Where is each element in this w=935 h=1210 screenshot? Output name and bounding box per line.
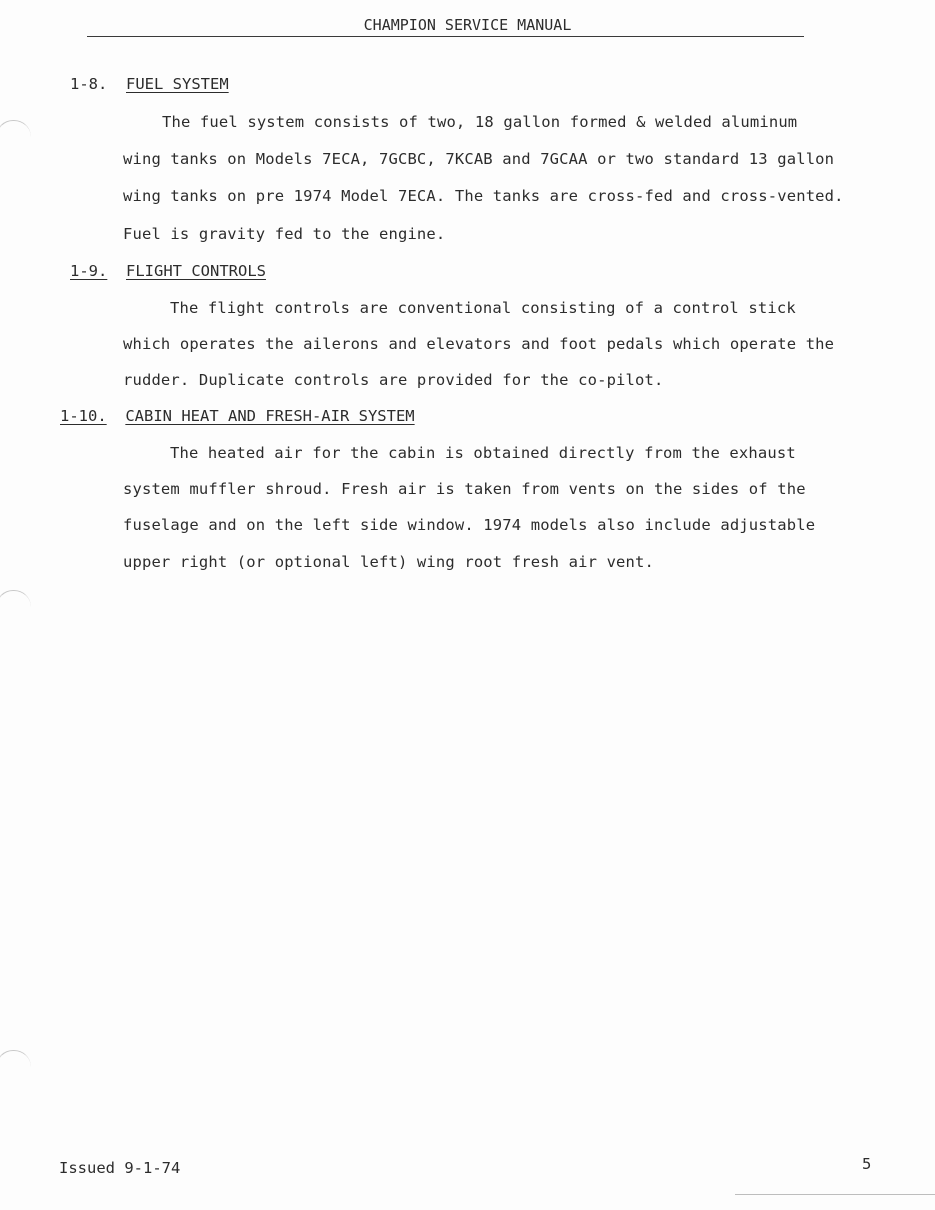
section-heading-fuel-system: [70, 74, 229, 94]
section-heading-flight-controls: [70, 261, 266, 281]
footer-rule: [735, 1194, 935, 1195]
issued-date: Issued 9-1-74: [59, 1159, 181, 1177]
header-rule: [87, 36, 804, 37]
paragraph-line: wing tanks on Models 7ECA, 7GCBC, 7KCAB and 7GCAA or two standard 13 gallon: [123, 150, 835, 168]
section-heading-cabin-heat: [60, 406, 415, 426]
page-number: 5: [862, 1155, 872, 1173]
paragraph-line: which operates the ailerons and elevators and foot pedals which operate the: [123, 335, 835, 353]
section-number: 1-9.: [70, 262, 108, 280]
paragraph-line: upper right (or optional left) wing root fresh air vent.: [123, 553, 654, 571]
paragraph-line: rudder. Duplicate controls are provided for the co-pilot.: [123, 371, 664, 389]
section-number: 1-8.: [70, 75, 108, 93]
paragraph-line: wing tanks on pre 1974 Model 7ECA. The tanks are cross-fed and cross-vented.: [123, 187, 844, 205]
binder-hole-shadow: [0, 1050, 31, 1067]
paragraph-line: Fuel is gravity fed to the engine.: [123, 225, 446, 243]
section-title: FUEL SYSTEM: [126, 75, 229, 93]
paragraph-line: The flight controls are conventional consisting of a control stick: [170, 299, 796, 317]
paragraph-line: The heated air for the cabin is obtained directly from the exhaust: [170, 444, 796, 462]
binder-hole-shadow: [0, 590, 31, 607]
paragraph-line: The fuel system consists of two, 18 gallon formed & welded aluminum: [162, 113, 798, 131]
section-title: CABIN HEAT AND FRESH-AIR SYSTEM: [125, 407, 415, 425]
paragraph-line: fuselage and on the left side window. 1974 models also include adjustable: [123, 516, 816, 534]
paragraph-line: system muffler shroud. Fresh air is taken from vents on the sides of the: [123, 480, 806, 498]
section-number: 1-10.: [60, 407, 107, 425]
section-title: FLIGHT CONTROLS: [126, 262, 266, 280]
page-header-title: CHAMPION SERVICE MANUAL: [363, 16, 572, 34]
binder-hole-shadow: [0, 120, 31, 137]
